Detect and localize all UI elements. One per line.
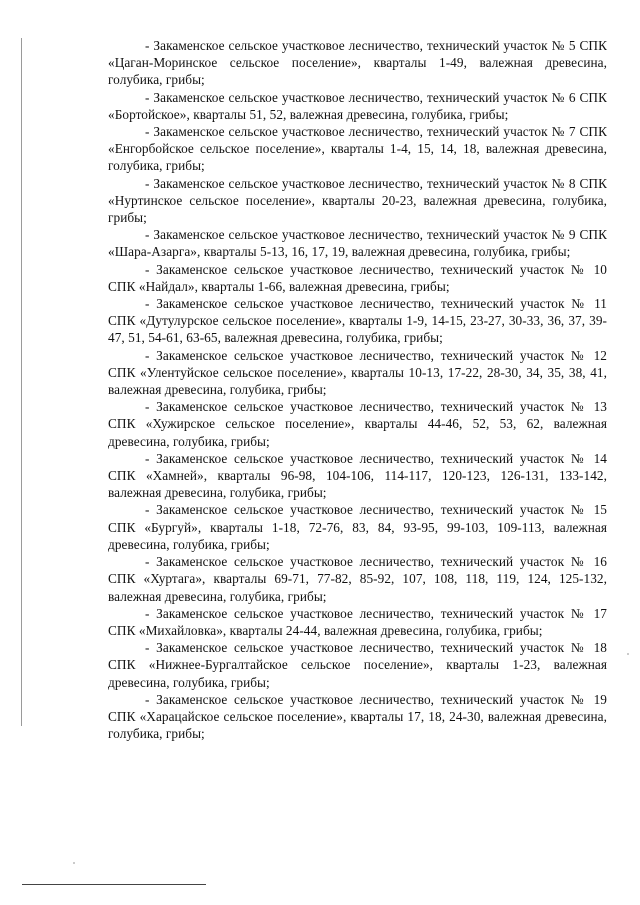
list-item: - Закаменское сельское участковое лесничество, технический участок № 14 СПК «Хамней», кварталы 96-98, 104-106, 114-117, 120-123, 126-131, 133-142, валежная древесина, голубика, грибы; bbox=[108, 450, 607, 501]
list-item: - Закаменское сельское участковое лесничество, технический участок № 8 СПК «Нуртинское сельское поселение», кварталы 20-23, валежная древесина, голубика, грибы; bbox=[108, 175, 607, 226]
list-item: - Закаменское сельское участковое лесничество, технический участок № 6 СПК «Бортойское», кварталы 51, 52, валежная древесина, голубика, грибы; bbox=[108, 89, 607, 122]
list-item: - Закаменское сельское участковое лесничество, технический участок № 10 СПК «Найдал», кварталы 1-66, валежная древесина, грибы; bbox=[108, 261, 607, 294]
list-item: - Закаменское сельское участковое лесничество, технический участок № 19 СПК «Харацайское сельское поселение», кварталы 17, 18, 24-30, валежная древесина, голубика, грибы; bbox=[108, 691, 607, 742]
left-margin-rule bbox=[21, 38, 22, 726]
list-item: - Закаменское сельское участковое лесничество, технический участок № 9 СПК «Шара-Азарга», кварталы 5-13, 16, 17, 19, валежная древесина, голубика, грибы; bbox=[108, 227, 607, 260]
list-item: - Закаменское сельское участковое лесничество, технический участок № 12 СПК «Улентуйское сельское поселение», кварталы 10-13, 17-22, 28-30, 34, 35, 38, 41, валежная древесина, голубика, грибы; bbox=[108, 347, 607, 398]
list-item: - Закаменское сельское участковое лесничество, технический участок № 18 СПК «Нижнее-Бургалтайское сельское поселение», кварталы 1-23, валежная древесина, голубика, грибы; bbox=[108, 640, 607, 690]
footnote-separator bbox=[22, 884, 206, 885]
list-item: - Закаменское сельское участковое лесничество, технический участок № 17 СПК «Михайловка», кварталы 24-44, валежная древесина, голубика, грибы; bbox=[108, 605, 607, 638]
list-item: - Закаменское сельское участковое лесничество, технический участок № 5 СПК «Цаган-Моринское сельское поселение», кварталы 1-49, валежная древесина, голубика, грибы; bbox=[108, 38, 607, 88]
scan-speck bbox=[73, 862, 75, 864]
scan-speck bbox=[627, 653, 629, 655]
list-item: - Закаменское сельское участковое лесничество, технический участок № 16 СПК «Хуртага», кварталы 69-71, 77-82, 85-92, 107, 108, 118, 119, 124, 125-132, валежная древесина, голубика, грибы; bbox=[108, 554, 607, 604]
document-body bbox=[108, 37, 607, 742]
list-item: - Закаменское сельское участковое лесничество, технический участок № 13 СПК «Хужирское сельское поселение», кварталы 44-46, 52, 53, 62, валежная древесина, голубика, грибы; bbox=[108, 399, 607, 449]
list-item: - Закаменское сельское участковое лесничество, технический участок № 7 СПК «Енгорбойское сельское поселение», кварталы 1-4, 15, 14, 18, валежная древесина, голубика, грибы; bbox=[108, 124, 607, 174]
list-item: - Закаменское сельское участковое лесничество, технический участок № 15 СПК «Бургуй», кварталы 1-18, 72-76, 83, 84, 93-95, 99-103, 109-113, валежная древесина, голубика, грибы; bbox=[108, 502, 607, 552]
list-item: - Закаменское сельское участковое лесничество, технический участок № 11 СПК «Дутулурское сельское поселение», кварталы 1-9, 14-15, 23-27, 30-33, 36, 37, 39-47, 51, 54-61, 63-65, валежная древесина, голубика, грибы; bbox=[108, 296, 607, 346]
